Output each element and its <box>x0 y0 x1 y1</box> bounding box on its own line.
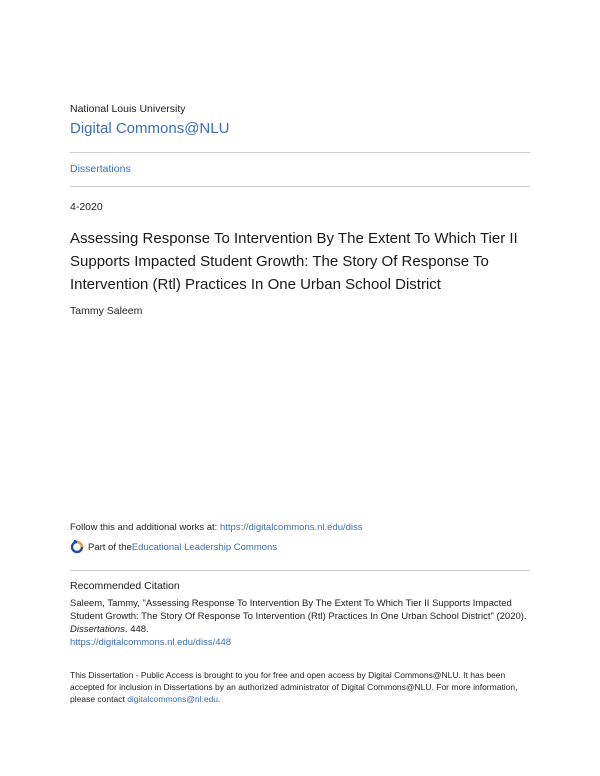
citation-heading: Recommended Citation <box>70 580 180 592</box>
follow-prefix: Follow this and additional works at: <box>70 522 220 533</box>
part-of-prefix: Part of the <box>88 541 132 553</box>
follow-line <box>70 522 363 533</box>
citation-number: . 448. <box>124 624 149 635</box>
author-name: Tammy Saleem <box>70 305 143 317</box>
publication-date: 4-2020 <box>70 201 103 213</box>
document-title: Assessing Response To Intervention By The Extent To Which Tier II Supports Impacted Student Growth: The Story Of Response To Intervention (Rtl) Practices In One Urban School District <box>70 230 518 293</box>
citation-series: Dissertations <box>70 624 125 635</box>
access-notice-end: . <box>218 694 221 704</box>
access-notice-text: This Dissertation - Public Access is brought to you for free and open access by Digital Commons@NLU. It has been accepted for inclusion in Dissertations by an authorized administrator of Digital Commons@NLU. For more information, please contact <box>70 670 518 704</box>
collection-url-link[interactable]: https://digitalcommons.nl.edu/diss <box>219 522 363 533</box>
divider <box>70 186 530 187</box>
citation-text <box>70 597 532 649</box>
contact-email-link[interactable]: digitalcommons@nl.edu <box>127 694 219 704</box>
repository-link[interactable]: Digital Commons@NLU <box>70 120 230 137</box>
citation-url-link[interactable]: https://digitalcommons.nl.edu/diss/448 <box>70 637 232 648</box>
collection-link[interactable]: Dissertations <box>70 163 131 175</box>
bepress-logo-icon <box>70 540 84 554</box>
divider <box>70 570 530 571</box>
institution-name: National Louis University <box>70 103 186 115</box>
divider <box>70 152 530 153</box>
part-of-line <box>70 540 277 554</box>
access-notice <box>70 669 532 705</box>
discipline-link[interactable]: Educational Leadership Commons <box>131 541 278 553</box>
citation-body: Saleem, Tammy, "Assessing Response To Intervention By The Extent To Which Tier II Supports Impacted Student Growth: The Story Of Response To Intervention (Rtl) Practices In One Urban School District" (2020). <box>70 598 527 622</box>
